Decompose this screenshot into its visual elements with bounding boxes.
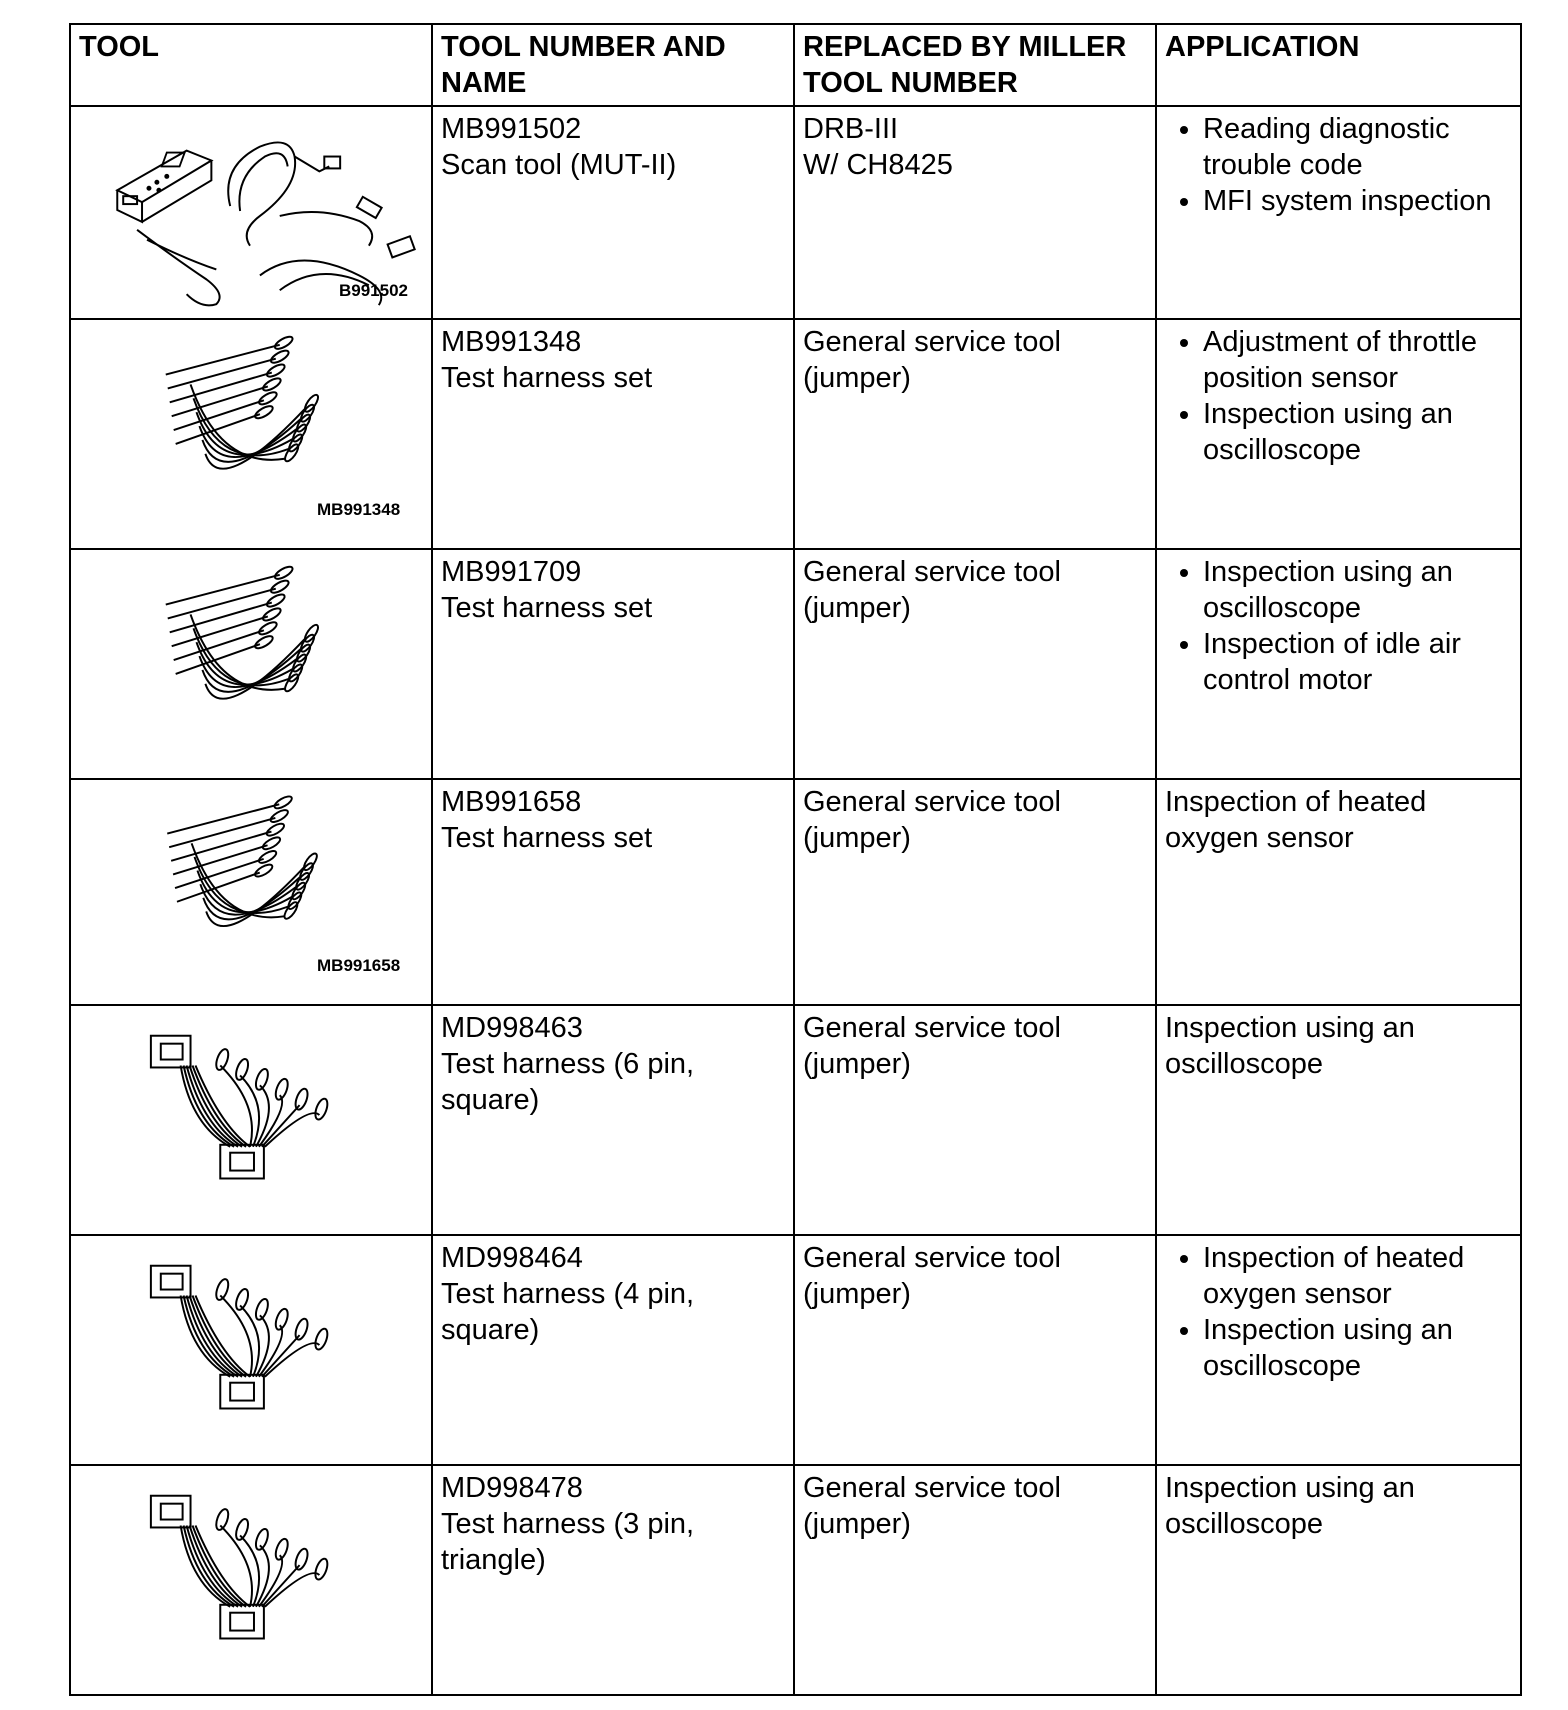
replaced-by-text: (jumper) <box>803 822 911 854</box>
table-row <box>70 106 1521 319</box>
replaced-by-text: (jumper) <box>803 1048 911 1080</box>
tool-number-cell <box>432 1005 794 1235</box>
replaced-by-cell <box>794 779 1156 1005</box>
header-application: APPLICATION <box>1156 24 1521 106</box>
tool-number-cell <box>432 549 794 779</box>
replaced-by-text: (jumper) <box>803 1278 911 1310</box>
replaced-by-cell <box>794 1005 1156 1235</box>
application-item: • MFI system inspection <box>1203 183 1512 219</box>
replaced-by-cell <box>794 1465 1156 1695</box>
tool-number: MB991709 <box>441 556 582 588</box>
illustration-label: B991502 <box>339 281 409 300</box>
replaced-by-text: General service tool <box>803 556 1061 588</box>
application-item: • Inspection using an oscilloscope <box>1203 554 1512 626</box>
tool-number: MD998478 <box>441 1472 583 1504</box>
connector-harness-illustration <box>71 1466 431 1694</box>
table-row <box>70 1005 1521 1235</box>
tool-illustration-cell <box>70 549 432 779</box>
tool-number-cell <box>432 319 794 549</box>
header-replaced: REPLACED BY MILLER TOOL NUMBER <box>794 24 1156 106</box>
tool-name: Test harness (6 pin, square) <box>441 1048 695 1116</box>
tool-table <box>69 23 1522 1696</box>
tool-number: MD998463 <box>441 1012 583 1044</box>
tool-name: Test harness set <box>441 822 653 854</box>
tool-illustration-cell <box>70 106 432 319</box>
application-list <box>1165 554 1512 698</box>
illustration-label: MB991348 <box>317 500 401 519</box>
tool-number: MB991502 <box>441 113 582 145</box>
header-tool: TOOL <box>70 24 432 106</box>
replaced-by-text: (jumper) <box>803 592 911 624</box>
table-row <box>70 779 1521 1005</box>
application-cell <box>1156 1235 1521 1465</box>
tool-number-cell <box>432 1235 794 1465</box>
application-list <box>1165 324 1512 468</box>
replaced-by-text: W/ CH8425 <box>803 149 953 181</box>
tool-illustration-cell <box>70 1465 432 1695</box>
tool-name: Test harness set <box>441 362 653 394</box>
tool-number: MB991348 <box>441 326 582 358</box>
replaced-by-text: DRB-III <box>803 113 899 145</box>
replaced-by-cell <box>794 319 1156 549</box>
tool-number-cell <box>432 779 794 1005</box>
tool-illustration-cell <box>70 779 432 1005</box>
connector-harness-illustration <box>71 1006 431 1234</box>
tool-illustration-cell <box>70 319 432 549</box>
replaced-by-cell <box>794 106 1156 319</box>
application-item: • Inspection using an oscilloscope <box>1203 1312 1512 1384</box>
application-item: • Adjustment of throttle position sensor <box>1203 324 1512 396</box>
tool-name: Test harness (3 pin, triangle) <box>441 1508 695 1576</box>
application-item: • Inspection using an oscilloscope <box>1203 396 1512 468</box>
application-item: • Inspection of idle air control motor <box>1203 626 1512 698</box>
application-cell <box>1156 106 1521 319</box>
tool-number-cell <box>432 106 794 319</box>
tool-name: Test harness (4 pin, square) <box>441 1278 695 1346</box>
replaced-by-text: General service tool <box>803 1242 1061 1274</box>
application-text: Inspection of heated oxygen sensor <box>1165 786 1427 854</box>
test-harness-set-illustration <box>71 550 431 778</box>
application-cell <box>1156 779 1521 1005</box>
replaced-by-text: General service tool <box>803 786 1061 818</box>
application-text: Inspection using an oscilloscope <box>1165 1012 1415 1080</box>
replaced-by-text: (jumper) <box>803 1508 911 1540</box>
replaced-by-text: General service tool <box>803 326 1061 358</box>
application-item: • Reading diagnostic trouble code <box>1203 111 1512 183</box>
tool-illustration-cell <box>70 1235 432 1465</box>
application-list <box>1165 111 1512 219</box>
illustration-label: MB991658 <box>317 956 401 975</box>
replaced-by-text: General service tool <box>803 1472 1061 1504</box>
connector-harness-illustration <box>71 1236 431 1464</box>
tool-number-cell <box>432 1465 794 1695</box>
tool-name: Scan tool (MUT-II) <box>441 149 677 181</box>
replaced-by-text: General service tool <box>803 1012 1061 1044</box>
replaced-by-cell <box>794 549 1156 779</box>
application-list <box>1165 1240 1512 1384</box>
header-tool-number: TOOL NUMBER AND NAME <box>432 24 794 106</box>
application-cell <box>1156 549 1521 779</box>
replaced-by-cell <box>794 1235 1156 1465</box>
table-row <box>70 1235 1521 1465</box>
table-row <box>70 549 1521 779</box>
replaced-by-text: (jumper) <box>803 362 911 394</box>
header-row <box>70 24 1521 106</box>
application-cell <box>1156 1465 1521 1695</box>
application-text: Inspection using an oscilloscope <box>1165 1472 1415 1540</box>
application-cell <box>1156 319 1521 549</box>
tool-number: MB991658 <box>441 786 582 818</box>
application-cell <box>1156 1005 1521 1235</box>
tool-number: MD998464 <box>441 1242 583 1274</box>
tool-illustration-cell <box>70 1005 432 1235</box>
table-row <box>70 319 1521 549</box>
application-item: • Inspection of heated oxygen sensor <box>1203 1240 1512 1312</box>
table-row <box>70 1465 1521 1695</box>
tool-name: Test harness set <box>441 592 653 624</box>
